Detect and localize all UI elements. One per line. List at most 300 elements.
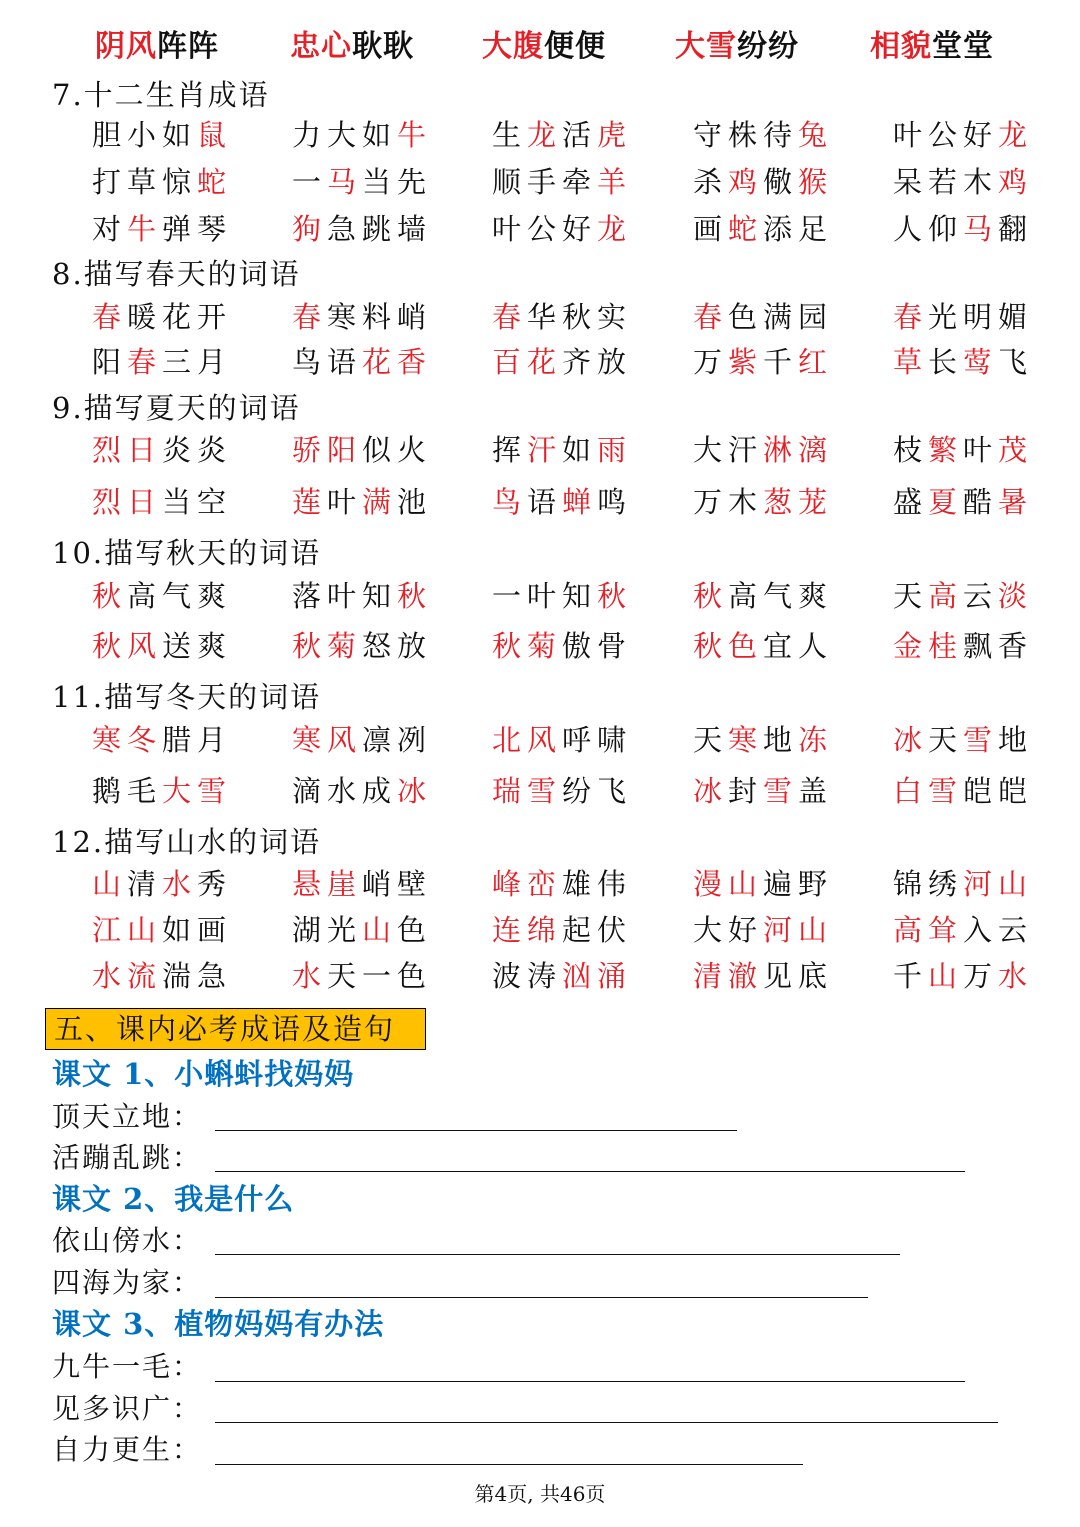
plain-characters: 雄伟 [562,867,633,901]
highlighted-characters: 山 [928,959,964,993]
highlighted-characters: 春 [292,300,328,334]
highlighted-characters: 秋风 [92,629,163,663]
highlighted-characters: 马 [327,165,363,199]
highlighted-characters: 大腹 [482,29,544,64]
highlighted-characters: 白雪 [893,774,964,808]
highlighted-characters: 水 [162,867,198,901]
highlighted-characters: 龙 [597,212,633,246]
highlighted-characters: 汗 [527,433,563,467]
plain-characters: 落叶知 [292,579,398,613]
section-heading-zodiac-idioms: 7.十二生肖成语 [52,78,270,112]
idiom [893,209,1043,249]
idiom [92,482,292,522]
plain-characters: 千 [893,959,929,993]
highlighted-characters: 繁 [928,433,964,467]
plain-characters: 华秋实 [527,300,633,334]
plain-characters: 云 [963,579,999,613]
highlighted-characters: 山 [92,867,128,901]
highlighted-characters: 冰 [893,723,929,757]
idiom [693,864,893,904]
plain-characters: 怒放 [362,629,433,663]
highlighted-characters: 春 [127,345,163,379]
idiom-label: 四海为家： [52,1266,203,1299]
highlighted-characters: 水 [998,959,1034,993]
highlighted-characters: 秋 [693,579,729,613]
highlighted-characters: 蝉 [562,485,598,519]
highlighted-characters: 葱茏 [763,485,834,519]
idiom [95,27,290,67]
highlighted-characters: 鼠 [197,118,233,152]
idiom-row [92,956,1043,996]
plain-characters: 峭壁 [362,867,433,901]
highlighted-characters: 蛇 [728,212,764,246]
highlighted-characters: 龙 [527,118,563,152]
highlighted-characters: 高耸 [893,913,964,947]
highlighted-characters: 春 [693,300,729,334]
plain-characters: 纷纷 [737,29,799,64]
idiom [693,209,893,249]
idiom [92,115,292,155]
idiom [893,430,1043,470]
plain-characters: 起伏 [562,913,633,947]
idiom [292,956,492,996]
plain-characters: 皑皑 [963,774,1034,808]
highlighted-characters: 暑 [998,485,1034,519]
highlighted-characters: 烈日 [92,433,163,467]
highlighted-characters: 大雪 [162,774,233,808]
idiom [893,720,1043,760]
highlighted-characters: 水流 [92,959,163,993]
idiom [492,910,693,950]
idiom-label: 顶天立地： [52,1100,203,1133]
idiom [693,342,893,382]
plain-characters: 宜人 [763,629,834,663]
idiom [675,27,870,67]
highlighted-characters: 秋色 [693,629,764,663]
idiom [292,626,492,666]
idiom [292,115,492,155]
plain-characters: 腊月 [162,723,233,757]
idiom [292,342,492,382]
highlighted-characters: 龙 [998,118,1034,152]
highlighted-characters: 瑞雪 [492,774,563,808]
highlighted-characters: 鸡 [998,165,1034,199]
idiom-label: 见多识广： [52,1392,203,1425]
plain-characters: 当先 [362,165,433,199]
idiom [893,342,1043,382]
idiom-row [92,297,1043,337]
plain-characters: 阵阵 [157,29,219,64]
plain-characters: 秀 [197,867,233,901]
idiom-row [92,576,1043,616]
highlighted-characters: 羊 [597,165,633,199]
idiom [92,576,292,616]
highlighted-characters: 相貌 [870,29,932,64]
highlighted-characters: 马 [963,212,999,246]
plain-characters: 万 [963,959,999,993]
page-footer: 第4页, 共46页 [474,1482,606,1506]
section-heading-landscape: 12.描写山水的词语 [52,825,322,859]
idiom [893,482,1043,522]
plain-characters: 天 [893,579,929,613]
highlighted-characters: 江山 [92,913,163,947]
idiom [292,430,492,470]
plain-characters: 盛 [893,485,929,519]
sentence-blank-line[interactable] [215,1464,803,1465]
plain-characters: 叶 [963,433,999,467]
plain-characters: 清 [127,867,163,901]
plain-characters: 暖花开 [127,300,233,334]
plain-characters: 似火 [362,433,433,467]
plain-characters: 地 [998,723,1034,757]
highlighted-characters: 山 [362,913,398,947]
idiom [693,115,893,155]
idiom [292,162,492,202]
plain-characters: 画 [693,212,729,246]
highlighted-characters: 雪 [763,774,799,808]
idiom [492,297,693,337]
idiom [292,864,492,904]
plain-characters: 封 [728,774,764,808]
idiom [492,626,693,666]
highlighted-characters: 百花 [492,345,563,379]
idiom [92,430,292,470]
highlighted-characters: 寒风 [292,723,363,757]
highlighted-characters: 草 [893,345,929,379]
highlighted-characters: 满 [362,485,398,519]
plain-characters: 一 [292,165,328,199]
idiom [482,27,675,67]
highlighted-characters: 夏 [928,485,964,519]
highlighted-characters: 淋漓 [763,433,834,467]
plain-characters: 送爽 [162,629,233,663]
plain-characters: 高气爽 [728,579,834,613]
plain-characters: 万 [693,345,729,379]
plain-characters: 儆 [763,165,799,199]
highlighted-characters: 春 [92,300,128,334]
plain-characters: 杀 [693,165,729,199]
idiom [893,626,1043,666]
plain-characters: 急跳墙 [327,212,433,246]
plain-characters: 三月 [162,345,233,379]
highlighted-characters: 冻 [798,723,834,757]
plain-characters: 叶 [327,485,363,519]
highlighted-characters: 悬崖 [292,867,363,901]
highlighted-characters: 牛 [127,212,163,246]
idiom [492,482,693,522]
idiom [492,576,693,616]
idiom [693,297,893,337]
plain-characters: 高气爽 [127,579,233,613]
plain-characters: 炎炎 [162,433,233,467]
idiom [292,297,492,337]
idiom [693,626,893,666]
plain-characters: 酷 [963,485,999,519]
idiom-label: 九牛一毛： [52,1350,203,1383]
highlighted-characters: 水 [292,959,328,993]
plain-characters: 凛冽 [362,723,433,757]
idiom [893,910,1043,950]
highlighted-characters: 大雪 [675,29,737,64]
highlighted-characters: 紫 [728,345,764,379]
idiom [492,342,693,382]
plain-characters: 千 [763,345,799,379]
plain-characters: 飞 [998,345,1034,379]
highlighted-characters: 秋 [597,579,633,613]
plain-characters: 鸟语 [292,345,363,379]
idiom [292,720,492,760]
idiom [893,576,1043,616]
highlighted-characters: 寒 [728,723,764,757]
idiom [92,297,292,337]
highlighted-characters: 春 [893,300,929,334]
idiom [693,720,893,760]
sentence-blank-line[interactable] [215,1254,900,1255]
idiom [893,162,1043,202]
idiom [492,771,693,811]
plain-characters: 阳 [92,345,128,379]
idiom-row [92,720,1043,760]
idiom [92,771,292,811]
idiom-label: 依山傍水： [52,1224,203,1257]
plain-characters: 波涛 [492,959,563,993]
highlighted-characters: 金桂 [893,629,964,663]
plain-characters: 锦绣 [893,867,964,901]
idiom-label: 自力更生： [52,1433,203,1466]
idiom-row [92,626,1043,666]
highlighted-characters: 峰峦 [492,867,563,901]
plain-characters: 生 [492,118,528,152]
idiom [492,115,693,155]
plain-characters: 呼啸 [562,723,633,757]
idiom-row [95,27,1020,67]
section-heading-spring: 8.描写春天的词语 [52,257,301,291]
idiom [92,720,292,760]
highlighted-characters: 骄阳 [292,433,363,467]
highlighted-characters: 兔 [798,118,834,152]
plain-characters: 弹琴 [162,212,233,246]
plain-characters: 添足 [763,212,834,246]
lesson-heading: 课文 2、我是什么 [52,1182,295,1216]
highlighted-characters: 秋 [397,579,433,613]
plain-characters: 力大如 [292,118,398,152]
idiom [893,864,1043,904]
idiom-row [92,342,1043,382]
plain-characters: 遍野 [763,867,834,901]
plain-characters: 叶公好 [492,212,598,246]
highlighted-characters: 牛 [397,118,433,152]
highlighted-characters: 寒冬 [92,723,163,757]
idiom [893,115,1043,155]
idiom [92,864,292,904]
highlighted-characters: 雨 [597,433,633,467]
idiom-row [92,115,1043,155]
idiom [92,626,292,666]
plain-characters: 大汗 [693,433,764,467]
plain-characters: 耿耿 [352,29,414,64]
highlighted-characters: 春 [492,300,528,334]
plain-characters: 池 [397,485,433,519]
plain-characters: 胆小如 [92,118,198,152]
idiom [292,482,492,522]
idiom-row [92,910,1043,950]
plain-characters: 当空 [162,485,233,519]
highlighted-characters: 清澈 [693,959,764,993]
lesson-heading: 课文 3、植物妈妈有办法 [52,1307,385,1341]
idiom [92,209,292,249]
idiom [292,209,492,249]
plain-characters: 活 [562,118,598,152]
idiom-row [92,430,1043,470]
plain-characters: 大好 [693,913,764,947]
plain-characters: 长 [928,345,964,379]
sentence-blank-line[interactable] [215,1422,998,1423]
idiom [693,771,893,811]
plain-characters: 入云 [963,913,1034,947]
plain-characters: 盖 [798,774,834,808]
plain-characters: 枝 [893,433,929,467]
highlighted-characters: 红 [798,345,834,379]
idiom-row [92,482,1043,522]
idiom-row [92,209,1043,249]
idiom [870,27,1020,67]
highlighted-characters: 莲 [292,485,328,519]
highlighted-characters: 秋菊 [292,629,363,663]
highlighted-characters: 连绵 [492,913,563,947]
highlighted-characters: 阴风 [95,29,157,64]
idiom-row [92,864,1043,904]
idiom [492,864,693,904]
plain-characters: 叶公好 [893,118,999,152]
plain-characters: 呆若木 [893,165,999,199]
plain-characters: 堂堂 [932,29,994,64]
highlighted-characters: 雪 [963,723,999,757]
section-heading-winter: 11.描写冬天的词语 [52,680,322,714]
highlighted-characters: 冰 [693,774,729,808]
idiom [893,771,1043,811]
plain-characters: 光明媚 [928,300,1034,334]
plain-characters: 天 [928,723,964,757]
idiom [693,430,893,470]
plain-characters: 飘香 [963,629,1034,663]
plain-characters: 色满园 [728,300,834,334]
plain-characters: 鸣 [597,485,633,519]
highlighted-characters: 河山 [763,913,834,947]
plain-characters: 语 [527,485,563,519]
sentence-blank-line[interactable] [215,1130,737,1131]
idiom [492,430,693,470]
highlighted-characters: 淡 [998,579,1034,613]
plain-characters: 滴水成 [292,774,398,808]
plain-characters: 翻 [998,212,1034,246]
highlighted-characters: 鸟 [492,485,528,519]
highlighted-characters: 狗 [292,212,328,246]
plain-characters: 打草惊 [92,165,198,199]
plain-characters: 挥 [492,433,528,467]
idiom [693,956,893,996]
highlighted-characters: 忠心 [290,29,352,64]
idiom [693,162,893,202]
highlighted-characters: 北风 [492,723,563,757]
section-heading-summer: 9.描写夏天的词语 [52,391,301,425]
sentence-blank-line[interactable] [215,1171,965,1172]
idiom-row [92,771,1043,811]
plain-characters: 天 [693,723,729,757]
idiom [92,342,292,382]
highlighted-characters: 烈日 [92,485,163,519]
plain-characters: 如画 [162,913,233,947]
idiom [492,956,693,996]
highlighted-characters: 漫山 [693,867,764,901]
idiom [92,956,292,996]
highlighted-characters: 鸡 [728,165,764,199]
idiom [92,162,292,202]
plain-characters: 色 [397,913,433,947]
plain-characters: 湖光 [292,913,363,947]
highlighted-characters: 河山 [963,867,1034,901]
highlighted-characters: 秋菊 [492,629,563,663]
sentence-blank-line[interactable] [215,1381,965,1382]
highlighted-characters: 秋 [92,579,128,613]
idiom [292,771,492,811]
highlighted-characters: 冰 [397,774,433,808]
highlighted-characters: 汹涌 [562,959,633,993]
idiom [693,482,893,522]
idiom [292,576,492,616]
highlighted-characters: 花香 [362,345,433,379]
idiom [492,209,693,249]
idiom [492,162,693,202]
highlighted-characters: 蛇 [197,165,233,199]
idiom [693,910,893,950]
highlighted-characters: 茂 [998,433,1034,467]
plain-characters: 万木 [693,485,764,519]
section-5-title-box: 五、课内必考成语及造句 [45,1008,426,1050]
plain-characters: 如 [562,433,598,467]
plain-characters: 顺手牵 [492,165,598,199]
idiom [492,720,693,760]
lesson-heading: 课文 1、小蝌蚪找妈妈 [52,1057,355,1091]
highlighted-characters: 虎 [597,118,633,152]
highlighted-characters: 莺 [963,345,999,379]
plain-characters: 寒料峭 [327,300,433,334]
plain-characters: 人仰 [893,212,964,246]
idiom [290,27,482,67]
plain-characters: 傲骨 [562,629,633,663]
plain-characters: 湍急 [162,959,233,993]
idiom [92,910,292,950]
idiom-label: 活蹦乱跳： [52,1141,203,1174]
plain-characters: 地 [763,723,799,757]
idiom [693,576,893,616]
plain-characters: 天一色 [327,959,433,993]
idiom-row [92,162,1043,202]
plain-characters: 鹅毛 [92,774,163,808]
sentence-blank-line[interactable] [215,1297,868,1298]
plain-characters: 对 [92,212,128,246]
idiom [893,956,1043,996]
plain-characters: 纷飞 [562,774,633,808]
plain-characters: 守株待 [693,118,799,152]
idiom [893,297,1043,337]
highlighted-characters: 猴 [798,165,834,199]
plain-characters: 便便 [544,29,606,64]
idiom [292,910,492,950]
plain-characters: 见底 [763,959,834,993]
highlighted-characters: 高 [928,579,964,613]
plain-characters: 齐放 [562,345,633,379]
plain-characters: 一叶知 [492,579,598,613]
